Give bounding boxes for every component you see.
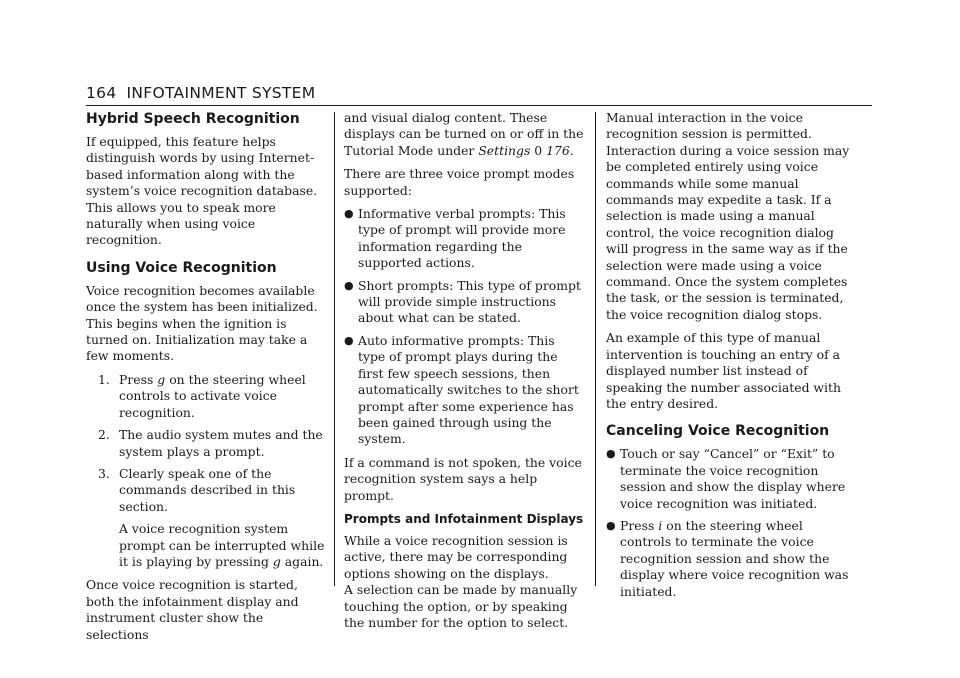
- bullet-text: Auto informative prompts: This type of prompt plays during the first few speech sessions, then automatically switches to the short prompt after some experience has been gained through using the system.: [358, 332, 579, 447]
- bullet-text: Short prompts: This type of prompt will provide simple instructions about what can be stated.: [358, 277, 581, 326]
- step-number: 2.: [98, 427, 110, 443]
- list-item: [86, 466, 326, 570]
- step-text-pre: Press: [119, 371, 154, 387]
- voice-button-icon: g: [157, 371, 166, 387]
- bullet-icon: ●: [344, 333, 354, 347]
- bullet-icon: ●: [606, 518, 616, 532]
- cancel-list: [606, 446, 852, 600]
- heading-using-voice: Using Voice Recognition: [86, 259, 277, 276]
- list-item: [344, 333, 584, 448]
- bullet-text: Informative verbal prompts: This type of prompt will provide more information regarding the supported actions.: [358, 206, 566, 271]
- subtext-pre: A voice recognition system prompt can be interrupted while it is playing by pressing: [119, 521, 325, 569]
- page-ref[interactable]: 176: [546, 142, 570, 158]
- continued-text: and visual dialog content. These displays can be turned on or off in the Tutorial Mode under: [344, 110, 584, 158]
- step-number: 1.: [98, 371, 110, 387]
- paragraph-not-spoken: If a command is not spoken, the voice recognition system says a help prompt.: [344, 454, 582, 503]
- step-text: The audio system mutes and the system plays a prompt.: [119, 427, 323, 459]
- column-1: [86, 110, 326, 650]
- settings-link[interactable]: Settings: [478, 142, 531, 158]
- heading-canceling: Canceling Voice Recognition: [606, 423, 830, 440]
- heading-prompts-displays: Prompts and Infotainment Displays: [344, 511, 584, 526]
- paragraph-once-started: Once voice recognition is started, both the infotainment display and instrument cluster show the selections: [86, 577, 299, 642]
- bullet-text-pre: Press: [620, 517, 655, 533]
- page-header: [86, 84, 315, 102]
- bullet-text: Touch or say “Cancel” or “Exit” to terminate the voice recognition session and show the display where voice recognition was initiated.: [620, 446, 846, 511]
- list-item: [606, 518, 852, 600]
- paragraph-hybrid: If equipped, this feature helps distinguish words by using Internet-based information along with the system’s voice recognition database. This allows you to speak more naturally when using voice recognition.: [86, 134, 318, 248]
- paragraph-manual-interaction: Manual interaction in the voice recognition session is permitted. Interaction during a voice session may be completed entirely using voice commands while some manual commands may expedite a task. If a selection is made using a manual control, the voice recognition dialog will progress in the same way as if the selection were made using a voice command. Once the system completes the task, or the session is terminated, the voice recognition dialog stops.: [606, 110, 850, 322]
- bullet-text-post: on the steering wheel controls to terminate the voice recognition session and show the display where voice recognition was initiated.: [620, 517, 849, 599]
- prompt-modes-list: [344, 206, 584, 448]
- steps-list: [86, 372, 326, 570]
- paragraph-using: Voice recognition becomes available once the system has been initialized. This begins when the ignition is turned on. Initialization may take a few moments.: [86, 282, 318, 364]
- list-item: [606, 446, 852, 512]
- bullet-icon: ●: [344, 207, 354, 221]
- paragraph-while-active: While a voice recognition session is active, there may be corresponding options showing on the displays.: [344, 532, 568, 581]
- heading-hybrid-speech: Hybrid Speech Recognition: [86, 111, 300, 127]
- column-3: [606, 110, 852, 607]
- header-rule: [86, 105, 872, 106]
- step-text-post: on the steering wheel controls to activate voice recognition.: [119, 371, 306, 420]
- column-divider: [334, 112, 335, 586]
- list-item: [344, 206, 584, 272]
- paragraph-three-modes: There are three voice prompt modes supported:: [344, 166, 575, 198]
- paragraph-continued: and visual dialog content. These displays can be turned on or off in the Tutorial Mode under Settings 0 176.: [344, 110, 584, 158]
- page-number: 164: [86, 84, 117, 102]
- list-item: [86, 372, 326, 421]
- list-item: [344, 278, 584, 327]
- step-subtext: [119, 521, 326, 570]
- paragraph-selection: A selection can be made by manually touching the option, or by speaking the number for the option to select.: [344, 582, 578, 630]
- bullet-icon: ●: [606, 447, 616, 461]
- page-ref-arrow-icon: 0: [534, 142, 543, 158]
- column-2: [344, 110, 584, 638]
- voice-button-icon: g: [272, 553, 281, 569]
- end-call-icon: i: [658, 517, 663, 533]
- step-text: Clearly speak one of the commands described in this section.: [119, 465, 296, 514]
- bullet-icon: ●: [344, 278, 354, 292]
- subtext-post: again.: [284, 553, 324, 569]
- list-item: [86, 427, 326, 460]
- step-number: 3.: [98, 465, 110, 481]
- column-divider: [595, 112, 596, 586]
- section-title: INFOTAINMENT SYSTEM: [126, 84, 316, 102]
- paragraph-example: An example of this type of manual intervention is touching an entry of a displayed number list instead of speaking the number associated with the entry desired.: [606, 330, 841, 411]
